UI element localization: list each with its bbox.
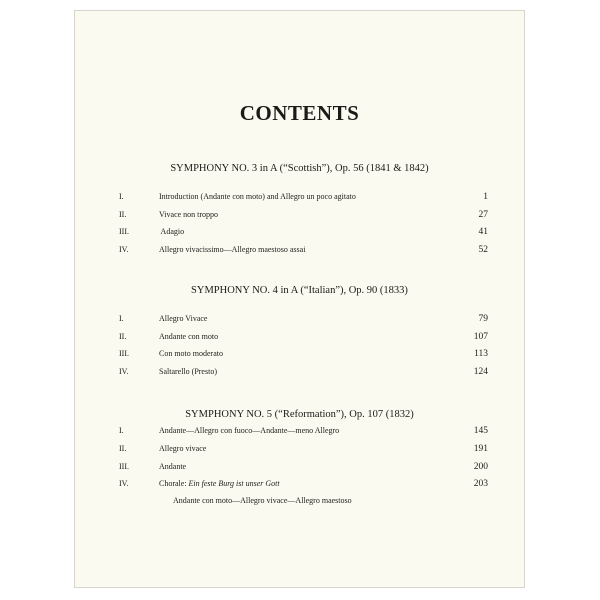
section-heading: SYMPHONY NO. 5 (“Reformation”), Op. 107 (1832): [185, 409, 414, 420]
movement-number: I.: [119, 314, 124, 323]
toc-entry[interactable]: [119, 244, 488, 256]
page-number: 113: [474, 349, 488, 359]
movement-title: Saltarello (Presto): [159, 367, 217, 376]
movement-title: Allegro vivace: [159, 444, 207, 453]
toc-entry[interactable]: [119, 478, 488, 490]
page-number: 107: [473, 332, 488, 342]
movement-title: Andante: [159, 462, 187, 471]
page-number: 41: [478, 227, 488, 237]
page-number: 27: [478, 210, 488, 220]
contents-page: [74, 10, 525, 588]
movement-number: IV.: [119, 245, 129, 254]
toc-entry[interactable]: [119, 443, 488, 455]
page-number: 191: [473, 444, 488, 454]
toc-entry[interactable]: [119, 348, 488, 360]
movement-title: Vivace non troppo: [159, 210, 219, 219]
toc-entry[interactable]: [119, 191, 488, 203]
section-heading: SYMPHONY NO. 4 in A (“Italian”), Op. 90 (1833): [191, 285, 408, 296]
movement-title: Allegro vivacissimo—Allegro maestoso assai: [159, 245, 306, 254]
movement-number: I.: [119, 192, 124, 201]
toc-entry[interactable]: [119, 366, 488, 378]
movement-number: I.: [119, 426, 124, 435]
movement-title: Andante con moto: [159, 332, 219, 341]
title-italic: Ein feste Burg ist unser Gott: [188, 479, 280, 488]
movement-number: III.: [119, 349, 129, 358]
toc-entry[interactable]: [119, 331, 488, 343]
page-number: 124: [473, 367, 488, 377]
movement-number: III.: [119, 227, 129, 236]
toc-entry[interactable]: [119, 226, 488, 238]
movement-number: IV.: [119, 367, 129, 376]
movement-title: Allegro Vivace: [159, 314, 208, 323]
movement-number: III.: [119, 462, 129, 471]
movement-number: II.: [119, 444, 127, 453]
movement-title: Con moto moderato: [159, 349, 223, 358]
movement-title: Andante—Allegro con fuoco—Andante—meno Allegro: [159, 426, 340, 435]
section-heading: SYMPHONY NO. 3 in A (“Scottish”), Op. 56 (1841 & 1842): [170, 163, 429, 174]
page-number: 1: [483, 192, 488, 202]
page-number: 203: [473, 479, 488, 489]
page-number: 52: [478, 245, 488, 255]
page-number: 79: [478, 314, 488, 324]
page-number: 200: [473, 462, 488, 472]
movement-title: Introduction (Andante con moto) and Allegro un poco agitato: [159, 192, 356, 201]
title-prefix: Chorale:: [159, 479, 189, 488]
toc-entry[interactable]: [119, 313, 488, 325]
toc-entry[interactable]: [119, 209, 488, 221]
movement-number: II.: [119, 210, 127, 219]
page-title: CONTENTS: [239, 101, 360, 125]
toc-entry[interactable]: [119, 425, 488, 437]
movement-subline: Andante con moto—Allegro vivace—Allegro maestoso: [173, 496, 352, 505]
movement-title: Adagio: [159, 227, 185, 236]
page-number: 145: [473, 426, 488, 436]
movement-number: IV.: [119, 479, 129, 488]
toc-entry[interactable]: [119, 461, 488, 473]
movement-number: II.: [119, 332, 127, 341]
movement-title: [159, 478, 280, 490]
